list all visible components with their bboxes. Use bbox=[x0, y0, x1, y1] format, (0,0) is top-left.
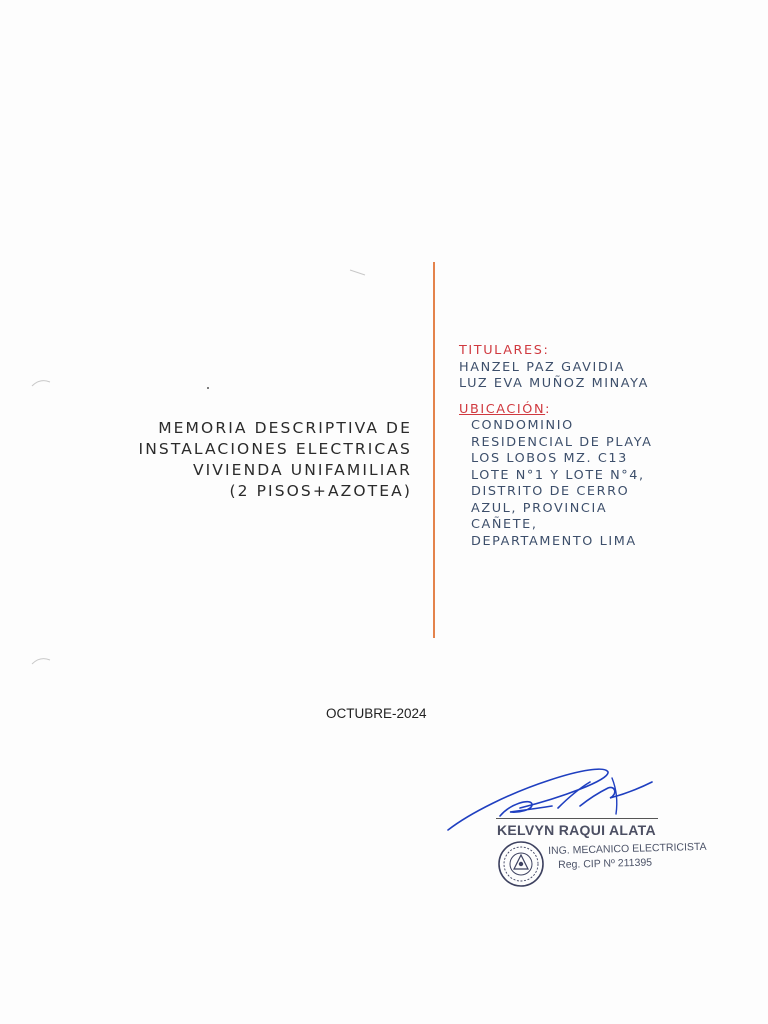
ubicacion-line-1: CONDOMINIO bbox=[471, 418, 574, 433]
signer-name: KELVYN RAQUI ALATA bbox=[497, 822, 656, 838]
ubicacion-line-4: LOTE N°1 Y LOTE N°4, bbox=[471, 467, 645, 483]
scan-dot bbox=[207, 387, 209, 389]
signer-title: ING. MECANICO ELECTRICISTA bbox=[548, 840, 707, 857]
title-line-2: INSTALACIONES ELECTRICAS bbox=[138, 440, 412, 458]
ubicacion-heading-text: UBICACIÓN bbox=[459, 401, 546, 417]
titular-name-2: LUZ EVA MUÑOZ MINAYA bbox=[459, 376, 649, 391]
signer-registration: Reg. CIP Nº 211395 bbox=[558, 856, 653, 871]
scan-mark-left-lower bbox=[30, 654, 52, 666]
ubicacion-line-7: CAÑETE, bbox=[471, 517, 538, 532]
titular-name-1: HANZEL PAZ GAVIDIA bbox=[459, 359, 626, 375]
document-date: OCTUBRE-2024 bbox=[326, 706, 427, 721]
engineer-seal-icon bbox=[497, 840, 545, 888]
ubicacion-line-6: AZUL, PROVINCIA bbox=[471, 500, 608, 516]
scan-mark-top bbox=[348, 268, 368, 278]
ubicacion-heading-colon: : bbox=[545, 401, 552, 417]
title-line-1: MEMORIA DESCRIPTIVA DE bbox=[158, 419, 412, 437]
info-block bbox=[459, 343, 653, 550]
ubicacion-line-2: RESIDENCIAL DE PLAYA bbox=[471, 434, 653, 450]
signature-rule bbox=[496, 818, 658, 819]
title-line-4: (2 PISOS+AZOTEA) bbox=[229, 482, 412, 500]
titulares-heading: TITULARES: bbox=[459, 343, 550, 358]
title-line-3: VIVIENDA UNIFAMILIAR bbox=[192, 461, 412, 479]
ubicacion-heading bbox=[459, 402, 653, 419]
ubicacion-line-5: DISTRITO DE CERRO bbox=[471, 484, 630, 499]
ubicacion-line-3: LOS LOBOS MZ. C13 bbox=[471, 451, 628, 466]
scan-mark-left-upper bbox=[30, 376, 52, 388]
ubicacion-line-8: DEPARTAMENTO LIMA bbox=[471, 533, 637, 549]
document-title bbox=[60, 418, 412, 502]
vertical-divider bbox=[433, 262, 435, 638]
